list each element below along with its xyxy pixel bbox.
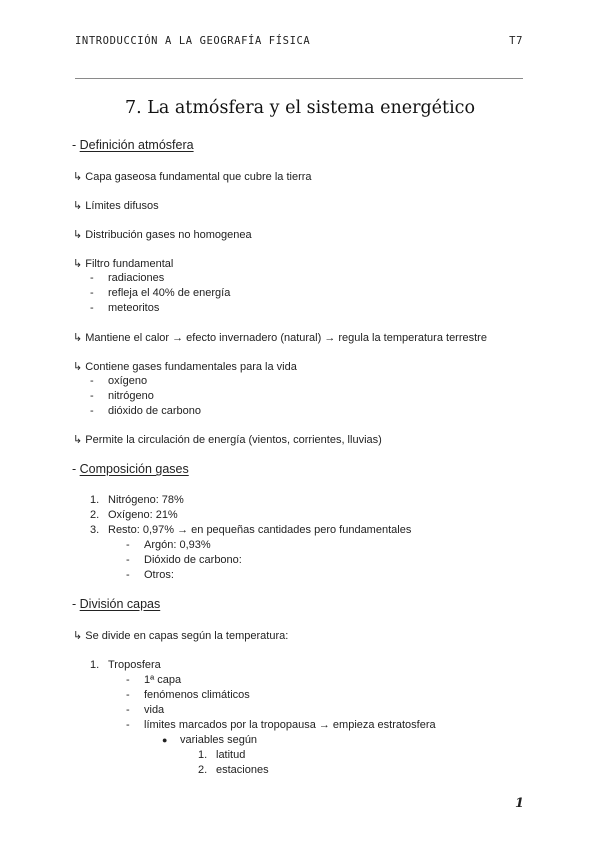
numbered-sub-item [198,749,246,761]
sub-list-item [126,704,165,716]
list-item-text: límites marcados por la tropopausa → empieza estratosfera [144,719,436,731]
list-item-text: Dióxido de carbono: [144,554,242,566]
paragraph: ↳ Permite la circulación de energía (vientos, corrientes, lluvias) [73,434,382,446]
paragraph: ↳ Capa gaseosa fundamental que cubre la tierra [73,171,312,183]
list-item [90,302,160,314]
list-item-text: fenómenos climáticos [144,689,250,701]
list-item [90,405,201,417]
list-item-text: vida [144,704,165,716]
section-heading-division [72,597,160,611]
list-number: 1. [90,659,100,671]
section-title: Definición atmósfera [79,138,194,152]
list-dash: - [126,704,130,716]
list-item-text: estaciones [216,764,269,776]
list-dash: - [126,719,130,731]
list-dash: - [90,287,94,299]
list-item-text: Resto: 0,97% → en pequeñas cantidades pero fundamentales [108,524,412,536]
section-dash: - [72,597,80,611]
running-header-title: INTRODUCCIÓN A LA GEOGRAFÍA FÍSICA [75,35,311,47]
list-item-text: Otros: [144,569,174,581]
list-dash: - [90,375,94,387]
list-number: 2. [90,509,100,521]
list-number: 1. [198,749,208,761]
list-item-text: nitrógeno [108,390,154,402]
page-title: 7. La atmósfera y el sistema energético [124,98,476,118]
list-item [90,494,184,506]
list-dash: - [90,272,94,284]
list-item-text: Oxígeno: 21% [108,509,178,521]
header-divider [75,78,523,79]
sub-list-item [126,539,211,551]
list-item [90,659,161,671]
section-title: División capas [79,597,161,611]
section-heading-definicion [72,138,194,152]
list-dash: - [90,405,94,417]
section-dash: - [72,138,80,152]
bullet-item [162,734,258,746]
list-item-text: dióxido de carbono [108,405,201,417]
list-item-text: Argón: 0,93% [144,539,211,551]
paragraph: ↳ Contiene gases fundamentales para la vida [73,361,297,373]
list-item-text: refleja el 40% de energía [108,287,231,299]
paragraph: ↳ Mantiene el calor → efecto invernadero (natural) → regula la temperatura terrestre [73,332,487,344]
list-item [90,524,412,536]
list-number: 2. [198,764,208,776]
list-dash: - [126,674,130,686]
sub-list-item [126,554,242,566]
running-header-topic: T7 [509,35,523,47]
list-item-text: meteoritos [108,302,160,314]
section-title: Composición gases [79,462,189,476]
list-item [90,287,231,299]
list-item [90,390,154,402]
paragraph: ↳ Filtro fundamental [73,258,174,270]
list-number: 3. [90,524,100,536]
list-item-text: variables según [180,734,258,746]
list-item [90,509,178,521]
section-dash: - [72,462,80,476]
list-item-text: Troposfera [108,659,161,671]
numbered-sub-item [198,764,269,776]
list-item-text: latitud [216,749,246,761]
list-dash: - [90,302,94,314]
list-item-text: radiaciones [108,272,165,284]
list-dash: - [126,554,130,566]
list-dash: - [126,569,130,581]
sub-list-item [126,689,250,701]
list-item-text: oxígeno [108,375,148,387]
list-item [90,272,165,284]
section-heading-composicion [72,462,189,476]
list-dash: - [126,689,130,701]
sub-list-item [126,674,182,686]
list-item [90,375,148,387]
sub-list-item [126,719,436,731]
bullet-marker: ● [162,735,168,745]
paragraph: ↳ Límites difusos [73,200,159,212]
paragraph: ↳ Distribución gases no homogenea [73,229,252,241]
list-number: 1. [90,494,100,506]
paragraph: ↳ Se divide en capas según la temperatura: [73,630,289,642]
list-item-text: 1ª capa [144,674,182,686]
page-number: 1 [514,796,524,811]
list-dash: - [126,539,130,551]
list-dash: - [90,390,94,402]
sub-list-item [126,569,174,581]
list-item-text: Nitrógeno: 78% [108,494,184,506]
